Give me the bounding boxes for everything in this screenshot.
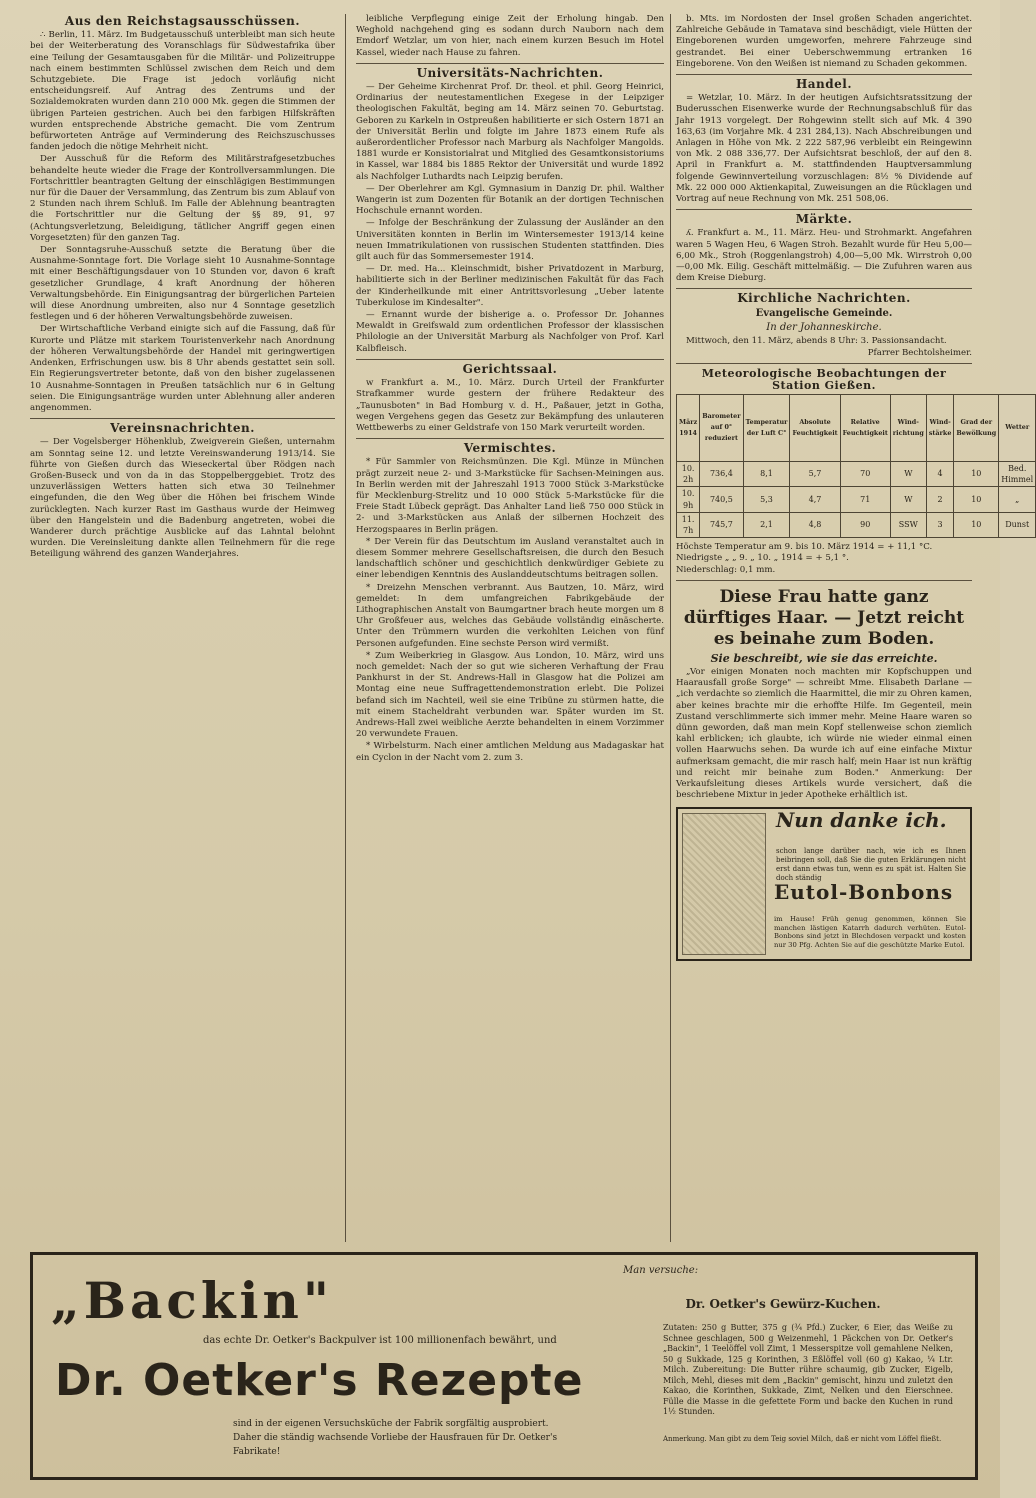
table-cell: 5,3 (743, 487, 790, 512)
church-line: Pfarrer Bechtolsheimer. (867, 348, 972, 359)
oetker-ad (30, 1252, 978, 1480)
article-paragraph: — Ernannt wurde der bisherige a. o. Professor Dr. Johannes Mewaldt in Greifswald zum ordentlichen Professor der klassischen Philologie an der Universität Marburg als Nachfolger von Prof. Karl Kalbfleisch. (356, 310, 664, 354)
column-3 (676, 14, 1034, 1242)
oetker-recipe-note: Anmerkung. Man gibt zu dem Teig soviel Milch, daß er nicht vom Löffel fließt. (663, 1435, 942, 1443)
article-paragraph: — Der Oberlehrer am Kgl. Gymnasium in Danzig Dr. phil. Walther Wangerin ist zum Dozenten für Botanik an der dortigen Technischen Hochschule ernannt worden. (356, 183, 664, 217)
article-paragraph: * Zum Weiberkrieg in Glasgow. Aus London, 10. März, wird uns noch gemeldet: Nach der so gut wie sicheren Verhaftung der Frau Pankhurst in der St. Andrews-Hall in Glasgow hat die Polizei am Montag eine neue Suffragettendemonstration erlebt. Die Polizei befand sich im Nachteil, weil sie eine Tribüne zu stürmen hatte, die mit einem Stacheldraht verbunden war. Später wurden im St. Andrews-Hall zwei weibliche Aerzte behandelten in einem Vorzimmer 20 verwundete Frauen. (356, 650, 664, 740)
table-cell: 4 (926, 461, 954, 486)
divider (676, 363, 972, 364)
article-paragraph: = Wetzlar, 10. März. In der heutigen Aufsichtsratssitzung der Buderusschen Eisenwerke wurde der Rechnungsabschluß für das Jahr 1913 vorgelegt. Der Rohgewinn stellt sich auf Mk. 4 390 163,63 (im Vorjahre Mk. 4 231 284,13). Nach Abschreibungen und Anlagen in Höhe von Mk. 2 222 587,96 verbleibt ein Reingewinn von Mk. 2 088 336,77. Der Aufsichtsrat beschloß, der auf den 8. April in Frankfurt a. M. stattfindenden Hauptversammlung folgende Gewinnverteilung vorzuschlagen: 8½ % Dividende auf Mk. 22 000 000 Aktienkapital, Zuweisungen an die Rücklagen und Vortrag auf neue Rechnung von Mk. 251 508,06. (676, 93, 972, 205)
article-paragraph: — Der Geheime Kirchenrat Prof. Dr. theol. et phil. Georg Heinrici, Ordinarius der neutestamentlichen Exegese in der Leipziger theologischen Fakultät, beging am 14. März seinen 70. Geburtstag. Geboren zu Karkeln in Ostpreußen habilitierte er sich Ostern 1871 an der Universität Berlin und folgte im Jahre 1873 einem Rufe als außerordentlicher Professor nach Marburg als Nachfolger Mangolds. 1881 wurde er Konsistorialrat und Mitglied des Gesamtkonsistoriums in Kassel, war 1884 bis 1885 Rektor der Universität und wurde 1892 als Nachfolger Luthardts nach Leipzig berufen. (356, 82, 664, 182)
table-cell: 8,1 (743, 461, 790, 486)
oetker-recipe-title: Dr. Oetker's Gewürz-Kuchen. (685, 1297, 881, 1311)
column-divider (670, 14, 671, 1242)
divider (676, 209, 972, 210)
hair-ad-subheadline: Sie beschreibt, wie sie das erreichte. (710, 651, 938, 665)
divider (356, 359, 664, 360)
article-paragraph: * Wirbelsturm. Nach einer amtlichen Meldung aus Madagaskar hat ein Cyclon in der Nacht vom 2. zum 3. (356, 741, 664, 763)
section-heading-kirche: Kirchliche Nachrichten. (737, 291, 911, 306)
church-line: Evangelische Gemeinde. (755, 307, 893, 319)
table-row (677, 487, 1036, 512)
table-cell: 2,1 (743, 512, 790, 537)
section-heading-universitaet: Universitäts-Nachrichten. (416, 65, 604, 80)
divider (356, 438, 664, 439)
table-cell: 4,7 (790, 487, 840, 512)
table-cell: Bed. Himmel (999, 461, 1036, 486)
weather-table (676, 394, 1036, 538)
weather-table-header-cell: Relative Feuchtigkeit (840, 394, 890, 461)
section-heading-vermischtes: Vermischtes. (463, 441, 557, 456)
section-heading-meteo: Meteorologische Beobachtungen der Station Gießen. (701, 367, 947, 392)
oetker-ad-rezepte-title: Dr. Oetker's Rezepte (55, 1355, 584, 1406)
oetker-recipe-text: Zutaten: 250 g Butter, 375 g (¾ Pfd.) Zucker, 6 Eier, das Weiße zu Schnee geschlagen, 500 g Weizenmehl, 1 Päckchen von Dr. Oetker's „Backin", 1 Teelöffel voll Zimt, 1 Messerspitze voll gemahlene Nelken, 50 g Sukkade, 125 g Korinthen, 3 Eßlöffel voll (60 g) Kakao, ¼ Ltr. Milch. Zubereitung: Die Butter rühre schaumig, gib Zucker, Eigelb, Milch, Mehl, dieses mit dem „Backin" gemischt, hinzu und zuletzt den Kakao, die Korinthen, Sukkade, Zimt, Nelken und den Eierschnee. Fülle die Masse in die gefettete Form und backe den Kuchen in rund 1½ Stunden. (663, 1323, 953, 1416)
church-line: In der Johanneskirche. (766, 321, 882, 333)
weather-table-header-cell: Temperatur der Luft C° (743, 394, 790, 461)
column-1 (30, 14, 335, 1242)
weather-note: Höchste Temperatur am 9. bis 10. März 1914 = + 11,1 °C. (676, 542, 933, 553)
ad-illustration-portrait (682, 813, 766, 955)
article-paragraph: Der Wirtschaftliche Verband einigte sich auf die Fassung, daß für Kurorte und Plätze mit starkem Touristenverkehr nach Anordnung der höheren Verwaltungsbehörde der Handel mit geringwertigen Andenken, Erfrischungen usw. bis 8 Uhr abends gestattet sein soll. Ein Regierungsvertreter betonte, daß von den bisher zugelassenen 10 Ausnahme-Sonntagen in Preußen tatsächlich nur 6 in Geltung seien. Die Einigungsanträge wurden unter Ablehnung aller anderen angenommen. (30, 324, 335, 413)
eutol-ad-footer: im Hause! Früh genug genommen, können Sie manchen lästigen Katarrh dadurch verhüten. Eutol-Bonbons sind jetzt in Blechdosen verpackt und kosten nur 30 Pfg. Achten Sie auf die geschützte Marke Eutol. (774, 915, 966, 949)
hair-ad-headline: Diese Frau hatte ganz dürftiges Haar. — Jetzt reicht es beinahe zum Boden. (683, 586, 965, 649)
weather-table-header (677, 394, 1036, 461)
divider (676, 288, 972, 289)
eutol-ad-handwriting: Nun danke ich. (776, 808, 947, 833)
table-cell: „ (999, 487, 1036, 512)
weather-table-body (677, 461, 1036, 537)
table-cell: 4,8 (790, 512, 840, 537)
column-2 (356, 14, 664, 1242)
weather-note: Niederschlag: 0,1 mm. (676, 564, 776, 575)
eutol-ad-brand: Eutol-Bonbons (774, 880, 954, 905)
table-cell: 10. 2h (677, 461, 700, 486)
table-cell: W (890, 487, 926, 512)
article-paragraph: * Der Verein für das Deutschtum im Ausland veranstaltet auch in diesem Sommer mehrere Gesellschaftsreisen, die durch den Besuch landschaftlich schöner und geschichtlich denkwürdiger Gebiete zu einer lebendigen Kenntnis des Auslanddeutschtums beitragen sollen. (356, 536, 664, 581)
article-paragraph: Der Ausschuß für die Reform des Militärstrafgesetzbuches behandelte heute wieder die Frage der Kontrollversammlungen. Die Fortschrittler beantragten Geltung der einschlägigen Bestimmungen nur für die Dauer der Versammlung, das Zentrum bis zum Ablauf von 2 Stunden nach ihrem Schluß. Im Falle der Ablehnung beantragten die Fortschrittler nur die Geltung der §§ 89, 91, 97 (Achtungsverletzung, Beleidigung, tätlicher Angriff gegen einen Vorgesetzten) für den ganzen Tag. (30, 154, 335, 243)
table-cell: SSW (890, 512, 926, 537)
article-paragraph: — Dr. med. Ha... Kleinschmidt, bisher Privatdozent in Marburg, habilitierte sich in der Berliner medizinischen Fakultät für das Fach der Kinderheilkunde mit einer Antrittsvorlesung „Ueber latente Tuberkulose im Kindesalter". (356, 264, 664, 308)
weather-table-header-cell: Absolute Feuchtigkeit (790, 394, 840, 461)
oetker-ad-line: sind in der eigenen Versuchsküche der Fabrik sorgfältig ausprobiert. Daher die ständig wachsende Vorliebe der Hausfrauen für Dr. Oetker's Fabrikate! (233, 1419, 558, 1457)
eutol-ad-text: schon lange darüber nach, wie ich es Ihnen beibringen soll, daß Sie die guten Erklärungen nicht erst dann etwas tun, wenn es zu spät ist. Halten Sie doch ständig (776, 847, 966, 883)
section-heading-gericht: Gerichtssaal. (462, 361, 558, 376)
divider (676, 74, 972, 75)
weather-table-header-cell: Grad der Bewölkung (954, 394, 999, 461)
table-cell: W (890, 461, 926, 486)
weather-table-header-cell: Wind-richtung (890, 394, 926, 461)
article-paragraph: — Der Vogelsberger Höhenklub, Zweigverein Gießen, unternahm am Sonntag seine 12. und letzte Vereinswanderung 1913/14. Sie führte von Gießen durch das Wieseckertal über Rödgen nach Großen-Buseck und von da in das Stoppelberggebiet. Trotz des unzuverlässigen Wetters hatten sich etwa 30 Teilnehmer eingefunden, die den Weg über die Höhen bei frischem Winde zurücklegten. Nach kurzer Rast im Gasthaus wurde der Heimweg über den Hangelstein und die Badenburg angetreten, wobei die Wanderer durch prächtige Ausblicke auf das Lahntal belohnt wurden. Die Vereinsleitung dankte allen Teilnehmern für die rege Beteiligung während des ganzen Wanderjahres. (30, 437, 335, 560)
table-cell: 70 (840, 461, 890, 486)
oetker-ad-left (33, 1255, 593, 1477)
table-row (677, 512, 1036, 537)
table-cell: Dunst (999, 512, 1036, 537)
table-cell: 736,4 (700, 461, 743, 486)
table-cell: 10. 9h (677, 487, 700, 512)
weather-table-header-cell: März 1914 (677, 394, 700, 461)
oetker-ad-recipe (613, 1255, 975, 1477)
article-paragraph: — Infolge der Beschränkung der Zulassung der Ausländer an den Universitäten konnten in Berlin im Wintersemester 1913/14 keine neuen Immatrikulationen von russischen Studenten stattfinden. Dies gilt auch für das Sommersemester 1914. (356, 218, 664, 263)
table-cell: 2 (926, 487, 954, 512)
oetker-ad-line: das echte Dr. Oetker's Backpulver ist 100 millionenfach bewährt, und (203, 1335, 557, 1346)
divider (676, 580, 972, 581)
article-paragraph: b. Mts. im Nordosten der Insel großen Schaden angerichtet. Zahlreiche Gebäude in Tamatava sind beschädigt, viele Hütten der Eingeborenen wurden umgeworfen, mehrere Fahrzeuge sind gestrandet. Bei einer Ueberschwemmung ertranken 16 Eingeborene. Von den Weißen ist niemand zu Schaden gekommen. (676, 14, 972, 69)
column-divider (345, 14, 346, 1242)
table-cell: 10 (954, 512, 999, 537)
article-paragraph: * Für Sammler von Reichsmünzen. Die Kgl. Münze in München prägt zurzeit neue 2- und 3-Markstücke für Sachsen-Meiningen aus. In Berlin werden mit der Jahreszahl 1913 7000 Stück 3-Markstücke für Mecklenburg-Strelitz und 10 000 Stück 5-Markstücke für die Freie Stadt Lübeck geprägt. Das Anhalter Land ließ 750 000 Stück in 2- und 3-Markstücken aus Anlaß der silbernen Hochzeit des Herzogspaares in Berlin prägen. (356, 457, 664, 535)
article-paragraph: ʎ. Frankfurt a. M., 11. März. Heu- und Strohmarkt. Angefahren waren 5 Wagen Heu, 6 Wagen Stroh. Bezahlt wurde für Heu 5,00—6,00 Mk., Stroh (Roggenlangstroh) 4,00—5,00 Mk. Wirrstroh 0,00—0,00 Mk. Eilig. Geschäft mittelmäßig. — Die Zufuhren waren aus dem Kreise Dieburg. (676, 228, 972, 284)
table-cell: 10 (954, 487, 999, 512)
oetker-ad-try: Man versuche: (623, 1265, 699, 1276)
table-cell: 90 (840, 512, 890, 537)
section-heading-vereine: Vereinsnachrichten. (110, 421, 255, 436)
oetker-ad-backin-title: „Backin" (51, 1271, 333, 1330)
weather-note: Niedrigste „ „ 9. „ 10. „ 1914 = + 5,1 °. (676, 553, 849, 564)
weather-table-header-cell: Wind-stärke (926, 394, 954, 461)
divider (356, 63, 664, 64)
weather-table-header-cell: Barometer auf 0° reduziert (700, 394, 743, 461)
article-paragraph: * Dreizehn Menschen verbrannt. Aus Bautzen, 10. März, wird gemeldet: In dem umfangreichen Fabrikgebäude der Lithographischen Anstalt von Baumgartner brach heute morgen um 8 Uhr Großfeuer aus, welches das Gebäude vollständig einäscherte. Unter den Trümmern wurden die verkohlten Leichen von fünf Personen aufgefunden. Eine sechste Person wird vermißt. (356, 582, 664, 649)
table-row (677, 461, 1036, 486)
eutol-ad (676, 807, 972, 961)
article-paragraph: w Frankfurt a. M., 10. März. Durch Urteil der Frankfurter Strafkammer wurde gestern der frühere Redakteur des „Taunusboten" in Bad Homburg v. d. H., Paßauer, jetzt in Gotha, wegen Vergehens gegen das Gesetz zur Bekämpfung des unlauteren Wettbewerbs zu einer Geldstrafe von 150 Mark verurteilt worden. (356, 378, 664, 433)
table-cell: 3 (926, 512, 954, 537)
hair-ad-text: „Vor einigen Monaten noch machten mir Kopfschuppen und Haarausfall große Sorge" — schreibt Mme. Elisabeth Darlane — „ich verdachte so ziemlich die Haarmittel, die mir zu Ohren kamen, aber keines brachte mir die erhoffte Hilfe. Im Gegenteil, mein Zustand verschlimmerte sich immer mehr. Meine Haare waren so dünn geworden, daß man mein Kopf stellenweise schon ziemlich kahl erblicken; ich glaubte, ich würde nie wieder einmal einen vollen Haarwuchs sehen. Da wurde ich auf eine einfache Mixtur aufmerksam gemacht, die mir rasch half; mein Haar ist nun kräftig und reicht mir beinahe zum Boden." Anmerkung: Der Verkaufsleitung dieses Artikels wurde versichert, daß die beschriebene Mixtur in jeder Apotheke erhältlich ist. (676, 666, 972, 801)
table-cell: 745,7 (700, 512, 743, 537)
table-cell: 11. 7h (677, 512, 700, 537)
table-cell: 71 (840, 487, 890, 512)
article-paragraph: ∴ Berlin, 11. März. Im Budgetausschuß unterbleibt man sich heute bei der Weiterberatung des Voranschlags für Südwestafrika über eine Teilung der Gesamtausgaben für die Militär- und Polizeitruppe nach einem bestimmten Schlüssel zwischen dem Reich und dem Schutzgebiete. Die Frage ist jedoch vorläufig nicht entscheidungsreif. Auf Antrag des Zentrums und der Sozialdemokraten wurden dann 210 000 Mk. gegen die Stimmen der übrigen Parteien gestrichen. Auch bei den farbigen Hilfskräften wurden entsprechende Abstriche gemacht. Die vom Zentrum befürworteten Anträge auf Verminderung des Reichszuschusses fanden jedoch die nötige Mehrheit nicht. (30, 30, 335, 153)
section-heading-handel: Handel. (795, 77, 853, 92)
article-paragraph: leibliche Verpflegung einige Zeit der Erholung hingab. Den Weghold nachgehend ging es sodann durch Nauborn nach dem Emdorf Wetzlar, um von hier, nach einem kurzen Besuch im Hotel Kassel, wieder nach Hause zu fahren. (356, 14, 664, 58)
section-heading-reichstag: Aus den Reichstagsausschüssen. (64, 14, 301, 28)
weather-table-header-cell: Wetter (999, 394, 1036, 461)
section-heading-maerkte: Märkte. (795, 212, 853, 227)
divider (30, 418, 335, 419)
church-line: Mittwoch, den 11. März, abends 8 Uhr: 3. Passionsandacht. (686, 336, 947, 347)
table-cell: 740,5 (700, 487, 743, 512)
table-cell: 10 (954, 461, 999, 486)
table-cell: 5,7 (790, 461, 840, 486)
article-paragraph: Der Sonntagsruhe-Ausschuß setzte die Beratung über die Ausnahme-Sonntage fort. Die Vorlage sieht 10 Ausnahme-Sonntage mit einer Beschäftigungsdauer von 10 Stunden vor, davon 6 kraft gesetzlicher Grundlage, 4 kraft Anordnung der höheren Verwaltungsbehörde. Ein Einigungsantrag der bürgerlichen Parteien will diese Anordnung umbreiten, also nur 4 Sonntage gesetzlich festlegen und 6 der höheren Verwaltungsbehörde zuweisen. (30, 245, 335, 323)
